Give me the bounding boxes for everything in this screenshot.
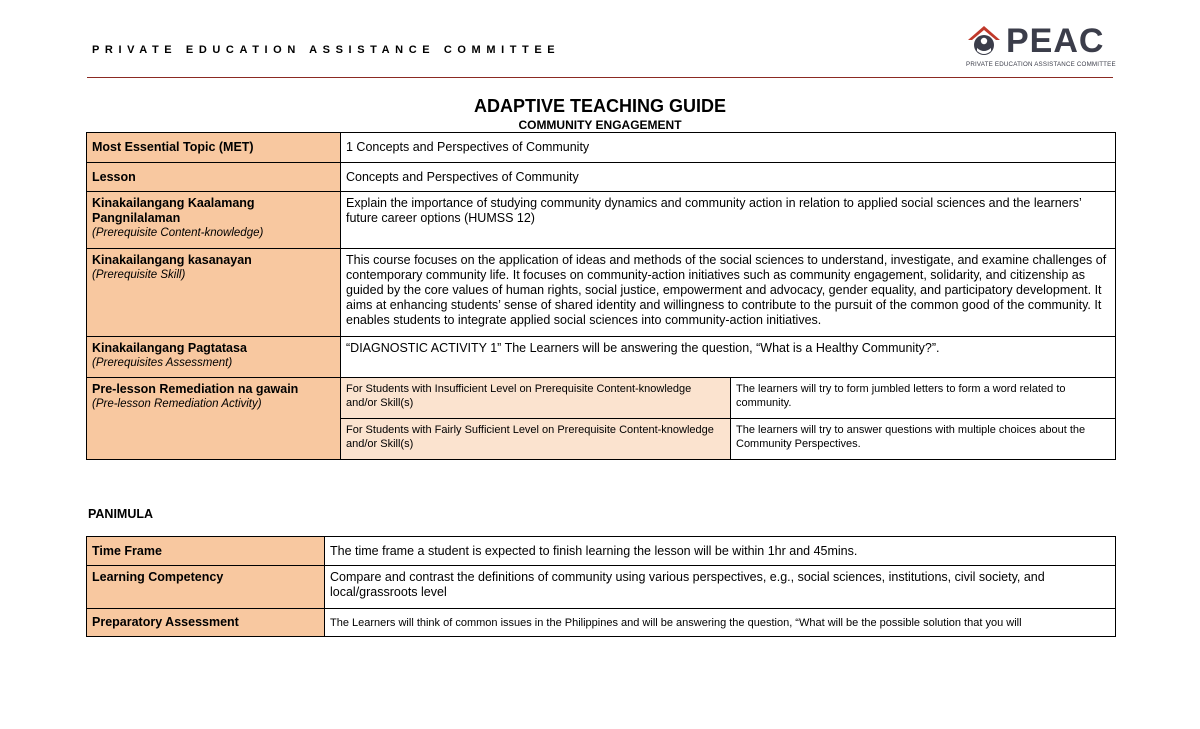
org-header-text: PRIVATE EDUCATION ASSISTANCE COMMITTEE [92,44,561,56]
prereq-knowledge-sub: (Prerequisite Content-knowledge) [92,227,264,239]
table-row [87,609,1116,637]
peac-house-icon [966,24,1002,60]
logo-subtitle: PRIVATE EDUCATION ASSISTANCE COMMITTEE [966,61,1116,68]
time-frame-label: Time Frame [87,537,325,566]
prep-assessment-label: Preparatory Assessment [87,609,325,637]
remediation-label: Pre-lesson Remediation na gawain [92,382,299,396]
document-subtitle: COMMUNITY ENGAGEMENT [518,118,682,132]
table-row [87,249,1116,337]
peac-logo [966,24,1114,72]
remediation-activity-insufficient: The learners will try to form jumbled letters to form a word related to community. [731,378,1116,419]
prereq-assessment-cell [87,337,341,378]
prereq-knowledge-cell [87,192,341,249]
table-row [87,337,1116,378]
prereq-skill-label: Kinakailangang kasanayan [92,253,252,267]
time-frame-value: The time frame a student is expected to finish learning the lesson will be within 1hr and 45mins. [325,537,1116,566]
document-title: ADAPTIVE TEACHING GUIDE [473,96,727,116]
table-row [87,133,1116,163]
remediation-cell [87,378,341,460]
header-divider [87,77,1113,78]
panimula-table [86,536,1116,637]
prep-assessment-value: The Learners will think of common issues in the Philippines and will be answering the question, “What will be the possible solution that you will [325,609,1116,637]
remediation-level-fairly-sufficient: For Students with Fairly Sufficient Level on Prerequisite Content-knowledge and/or Skill(s) [341,419,731,460]
lesson-value: Concepts and Perspectives of Community [341,163,1116,192]
prereq-assessment-value: “DIAGNOSTIC ACTIVITY 1” The Learners will be answering the question, “What is a Healthy Community?”. [341,337,1116,378]
met-value: 1 Concepts and Perspectives of Community [341,133,1116,163]
table-row [87,566,1116,609]
lesson-label: Lesson [87,163,341,192]
table-row [87,378,1116,419]
prereq-knowledge-label: Kinakailangang Kaalamang Pangnilalaman [92,196,255,225]
prereq-knowledge-value: Explain the importance of studying community dynamics and community action in relation to applied social sciences and the learners’ future career options (HUMSS 12) [341,192,1116,249]
prereq-skill-cell [87,249,341,337]
adaptive-guide-table [86,132,1116,460]
met-label: Most Essential Topic (MET) [87,133,341,163]
table-row [87,163,1116,192]
remediation-activity-fairly-sufficient: The learners will try to answer questions with multiple choices about the Community Perspectives. [731,419,1116,460]
remediation-sub: (Pre-lesson Remediation Activity) [92,398,262,410]
competency-value: Compare and contrast the definitions of community using various perspectives, e.g., social sciences, institutions, civil society, and local/grassroots level [325,566,1116,609]
panimula-heading: PANIMULA [88,507,154,521]
table-row [87,192,1116,249]
logo-word: PEAC [1006,22,1105,60]
prereq-assessment-sub: (Prerequisites Assessment) [92,357,233,369]
competency-label: Learning Competency [87,566,325,609]
remediation-level-insufficient: For Students with Insufficient Level on Prerequisite Content-knowledge and/or Skill(s) [341,378,731,419]
prereq-assessment-label: Kinakailangang Pagtatasa [92,341,247,355]
table-row [87,537,1116,566]
prereq-skill-sub: (Prerequisite Skill) [92,269,186,281]
prereq-skill-value: This course focuses on the application of ideas and methods of the social sciences to understand, investigate, and examine challenges of contemporary community life. It focuses on community-action initiatives such as community engagement, solidarity, and citizenship as guided by the core values of human rights, social justice, empowerment and advocacy, gender equality, and participatory development. It aims at enhancing students’ sense of shared identity and willingness to contribute to the pursuit of the common good of the community. It enables students to integrate applied social sciences into community-action initiatives. [341,249,1116,337]
